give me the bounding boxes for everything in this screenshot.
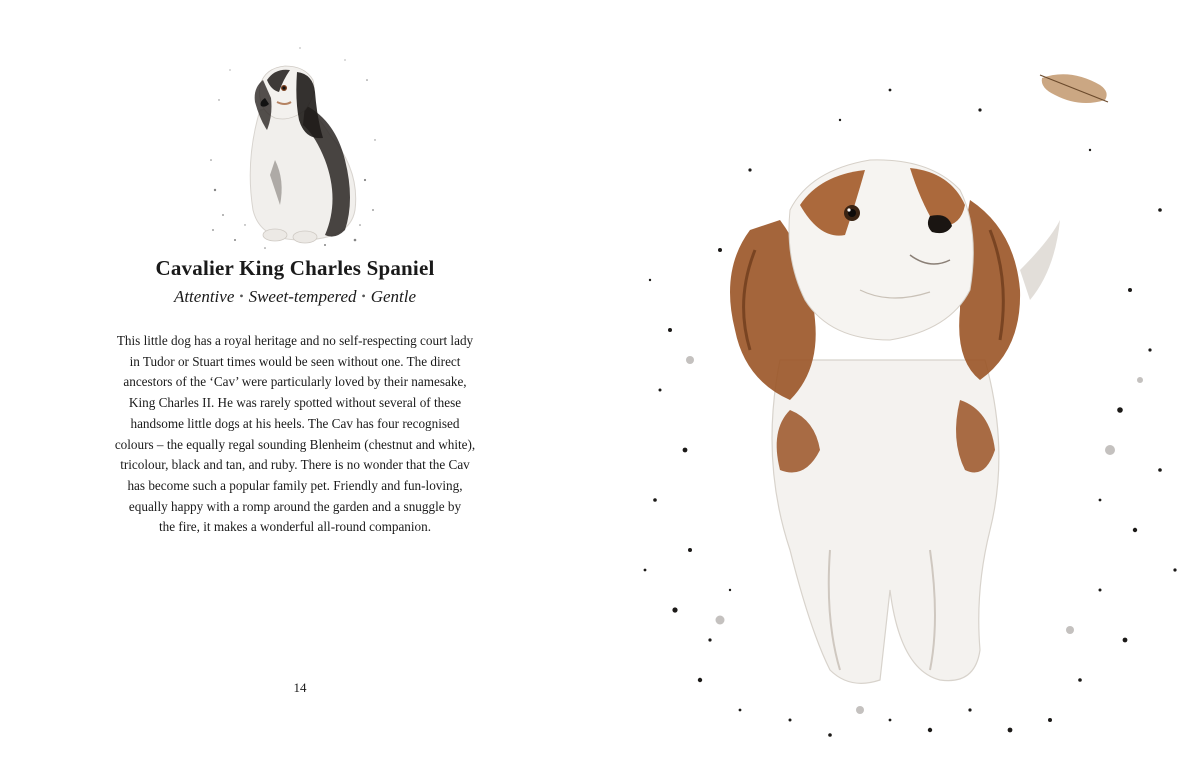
description-line: King Charles II. He was rarely spotted without several of these [128,395,462,411]
breed-traits [0,287,590,307]
trait: Attentive [173,287,235,306]
breed-title: Cavalier King Charles Spaniel [155,256,435,280]
description-line: the fire, it makes a wonderful all-round companion. [158,519,432,535]
trait: Gentle [370,287,417,306]
blenheim-spaniel-illustration [630,30,1190,750]
trait-separator: • [239,289,244,303]
right-page [600,0,1200,761]
description-line: handsome little dogs at his heels. The Cav has four recognised [130,415,460,431]
description-line: equally happy with a romp around the garden and a snuggle by [128,498,462,514]
description-line: in Tudor or Stuart times would be seen without one. The direct [129,353,461,369]
description-line: colours – the equally regal sounding Blenheim (chestnut and white), [114,436,476,452]
description-line: tricolour, black and tan, and ruby. There is no wonder that the Cav [120,457,470,473]
description-line: This little dog has a royal heritage and no self-respecting court lady [116,333,474,348]
trait-separator: • [361,289,366,303]
tricolour-spaniel-illustration [205,40,380,255]
trait: Sweet-tempered [248,287,357,306]
breed-description [88,331,502,538]
page-number: 14 [293,680,307,695]
description-line: has become such a popular family pet. Friendly and fun-loving, [127,477,463,493]
description-line: ancestors of the ‘Cav’ were particularly loved by their namesake, [123,374,467,390]
